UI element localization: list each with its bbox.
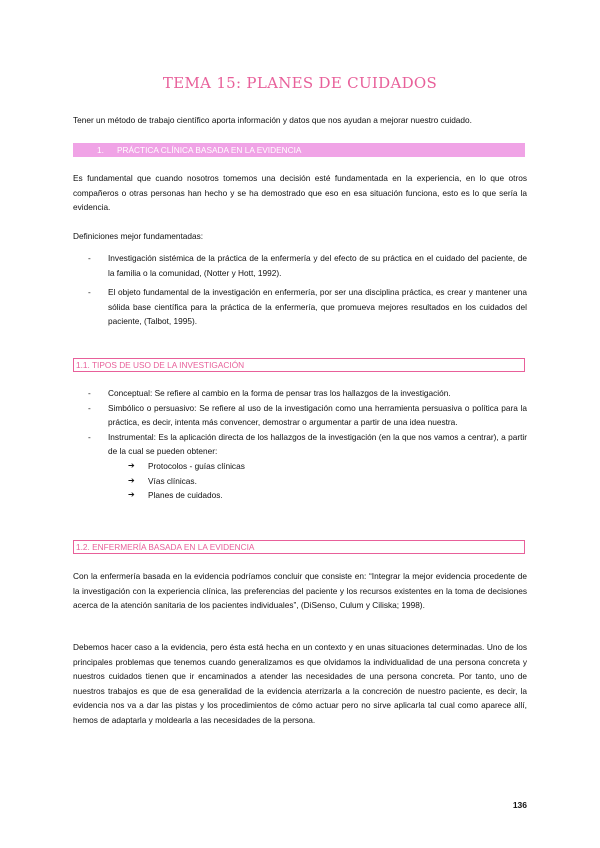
- arrow-right-icon: ➔: [128, 460, 135, 470]
- arrow-right-icon: ➔: [128, 490, 135, 500]
- usage-type-item: [88, 430, 527, 503]
- section-1-heading-bar: [73, 143, 525, 157]
- sublist-item: ➔ Vías clínicas.: [128, 474, 527, 489]
- definition-item: - El objeto fundamental de la investigación en enfermería, por ser una disciplina práctica, es crear y mantener una sólida base científica para la práctica de la enfermería, que promueva mejores resultados en los cuidados del paciente, (Talbot, 1995).: [88, 285, 527, 329]
- intro-text: Tener un método de trabajo científico aporta información y datos que nos ayudan a mejorar nuestro cuidado.: [73, 115, 472, 125]
- section-1-paragraph: Es fundamental que cuando nosotros tomemos una decisión esté fundamentada en la experiencia, en lo que otros compañeros o otras personas han hecho y se ha demostrado que eso en esa situación funciona, esto es lo que sería la evidencia.: [73, 173, 527, 213]
- arrow-right-icon: ➔: [128, 475, 135, 485]
- page-number: 136: [512, 800, 527, 810]
- definitions-label: Definiciones mejor fundamentadas:: [73, 231, 204, 241]
- usage-type-text: Instrumental: Es la aplicación directa de los hallazgos de la investigación (en la que nos vamos a centrar), a partir de la cual se pueden obtener:: [108, 431, 527, 457]
- section-1-2-paragraph-1: Con la enfermería basada en la evidencia podríamos concluir que consiste en: “Integrar la mejor evidencia procedente de la investigación con la experiencia clínica, las preferencias del paciente y los recursos existentes en la toma de decisiones acerca de la atención sanitaria de los pacientes individuales”, (DiSenso, Culum y Ciliska; 1998).: [73, 571, 527, 611]
- section-1-2-heading: 1.2. ENFERMERÍA BASADA EN LA EVIDENCIA: [73, 540, 525, 554]
- sublist-item: ➔ Planes de cuidados.: [128, 488, 527, 503]
- usage-types-list: [88, 386, 527, 503]
- sublist-item: ➔ Protocolos - guías clínicas: [128, 459, 527, 474]
- section-1-heading: PRÁCTICA CLÍNICA BASADA EN LA EVIDENCIA: [117, 145, 302, 155]
- usage-type-item: - Simbólico o persuasivo: Se refiere al uso de la investigación como una herramienta persuasiva o política para la práctica, es decir, intenta más convencer, demostrar o argumentar a partir de una idea nuestra.: [88, 401, 527, 430]
- definitions-list: [88, 251, 527, 329]
- section-1-2-paragraph-2: Debemos hacer caso a la evidencia, pero ésta está hecha en un contexto y en unas situaciones determinadas. Uno de los principales problemas que tenemos cuando generalizamos es que olvidamos la individualidad de una persona concreta y nuestros cuidados tienen que ir encaminados a atender las necesidades de una persona concreta. Por tanto, uno de nuestros trabajos es que de esa generalidad de la evidencia aterrizarla a la concreción de nuestro paciente, es decir, la evidencia nos va a dar las pistas y los procedimientos de cómo actuar pero no sirve aplicarla tal cual como aparece allí, hemos de adaptarla y moldearla a las necesidades de la persona.: [73, 642, 527, 725]
- section-1-1-heading: 1.1. TIPOS DE USO DE LA INVESTIGACIÓN: [73, 358, 525, 372]
- usage-type-item: - Conceptual: Se refiere al cambio en la forma de pensar tras los hallazgos de la investigación.: [88, 386, 527, 401]
- instrumental-sublist: [108, 459, 527, 503]
- section-1-number: 1.: [97, 145, 104, 155]
- page-title: TEMA 15: PLANES DE CUIDADOS: [162, 74, 438, 92]
- definition-item: - Investigación sistémica de la práctica de la enfermería y del efecto de su práctica en el cuidado del paciente, de la familia o la comunidad, (Notter y Hott, 1992).: [88, 251, 527, 280]
